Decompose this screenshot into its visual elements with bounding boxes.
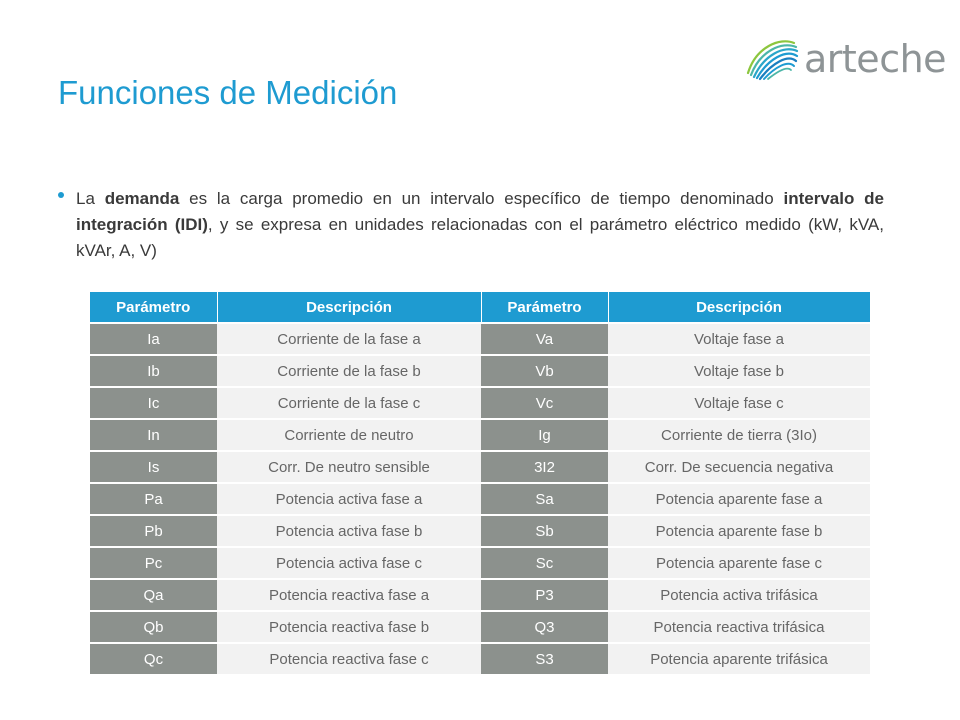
description-cell: Corriente de neutro — [217, 419, 481, 451]
arteche-logo-icon — [742, 33, 800, 83]
column-header: Descripción — [217, 292, 481, 323]
description-cell: Potencia aparente trifásica — [608, 643, 870, 674]
parameter-cell: P3 — [481, 579, 608, 611]
parameter-cell: Vb — [481, 355, 608, 387]
bullet-bold-term: intervalo de integración (IDI) — [76, 189, 884, 234]
table-row — [90, 387, 870, 419]
parameter-cell: Ig — [481, 419, 608, 451]
bullet-bold-term: demanda — [104, 189, 180, 208]
table-row — [90, 451, 870, 483]
parameter-cell: Is — [90, 451, 217, 483]
description-cell: Voltaje fase a — [608, 323, 870, 355]
description-cell: Corriente de la fase c — [217, 387, 481, 419]
parameters-table — [90, 292, 871, 674]
parameter-cell: Q3 — [481, 611, 608, 643]
description-cell: Voltaje fase c — [608, 387, 870, 419]
table-row — [90, 323, 870, 355]
parameter-cell: Sa — [481, 483, 608, 515]
description-cell: Potencia activa trifásica — [608, 579, 870, 611]
column-header: Parámetro — [481, 292, 608, 323]
parameter-cell: Va — [481, 323, 608, 355]
description-cell: Potencia activa fase a — [217, 483, 481, 515]
parameter-cell: Sb — [481, 515, 608, 547]
brand-name: arteche — [804, 37, 947, 81]
parameter-cell: Qa — [90, 579, 217, 611]
parameter-cell: Pb — [90, 515, 217, 547]
description-cell: Potencia aparente fase b — [608, 515, 870, 547]
description-cell: Corr. De neutro sensible — [217, 451, 481, 483]
description-cell: Potencia reactiva trifásica — [608, 611, 870, 643]
table-header-row — [90, 292, 870, 323]
parameter-cell: Ia — [90, 323, 217, 355]
description-cell: Potencia reactiva fase c — [217, 643, 481, 674]
description-cell: Corriente de la fase b — [217, 355, 481, 387]
table-row — [90, 547, 870, 579]
parameter-cell: Qb — [90, 611, 217, 643]
parameter-cell: S3 — [481, 643, 608, 674]
table-row — [90, 515, 870, 547]
parameter-cell: Pa — [90, 483, 217, 515]
column-header: Descripción — [608, 292, 870, 323]
page-title: Funciones de Medición — [58, 74, 398, 111]
bullet-icon — [58, 192, 64, 198]
description-cell: Potencia aparente fase a — [608, 483, 870, 515]
description-cell: Potencia aparente fase c — [608, 547, 870, 579]
parameter-cell: In — [90, 419, 217, 451]
description-cell: Voltaje fase b — [608, 355, 870, 387]
table-row — [90, 419, 870, 451]
table-body — [90, 323, 870, 674]
description-cell: Corr. De secuencia negativa — [608, 451, 870, 483]
description-cell: Potencia reactiva fase a — [217, 579, 481, 611]
description-cell: Corriente de la fase a — [217, 323, 481, 355]
bullet-text — [76, 186, 884, 264]
description-cell: Potencia activa fase c — [217, 547, 481, 579]
arteche-logo — [742, 33, 947, 83]
table-row — [90, 483, 870, 515]
table-row — [90, 355, 870, 387]
bullet-text-part: La — [76, 189, 105, 208]
parameter-cell: Pc — [90, 547, 217, 579]
parameter-cell: Vc — [481, 387, 608, 419]
parameter-cell: 3I2 — [481, 451, 608, 483]
parameter-cell: Ic — [90, 387, 217, 419]
bullet-text-part: , y se expresa en unidades relacionadas con el parámetro eléctrico medido (kW, kVA, kVAr, A, V) — [76, 215, 884, 260]
table-row — [90, 643, 870, 674]
description-cell: Corriente de tierra (3Io) — [608, 419, 870, 451]
column-header: Parámetro — [90, 292, 217, 323]
bullet-paragraph — [58, 186, 884, 264]
parameter-cell: Qc — [90, 643, 217, 674]
table-row — [90, 579, 870, 611]
parameter-cell: Sc — [481, 547, 608, 579]
description-cell: Potencia reactiva fase b — [217, 611, 481, 643]
table-row — [90, 611, 870, 643]
bullet-text-part: es la carga promedio en un intervalo específico de tiempo denominado — [179, 189, 784, 208]
description-cell: Potencia activa fase b — [217, 515, 481, 547]
parameter-cell: Ib — [90, 355, 217, 387]
